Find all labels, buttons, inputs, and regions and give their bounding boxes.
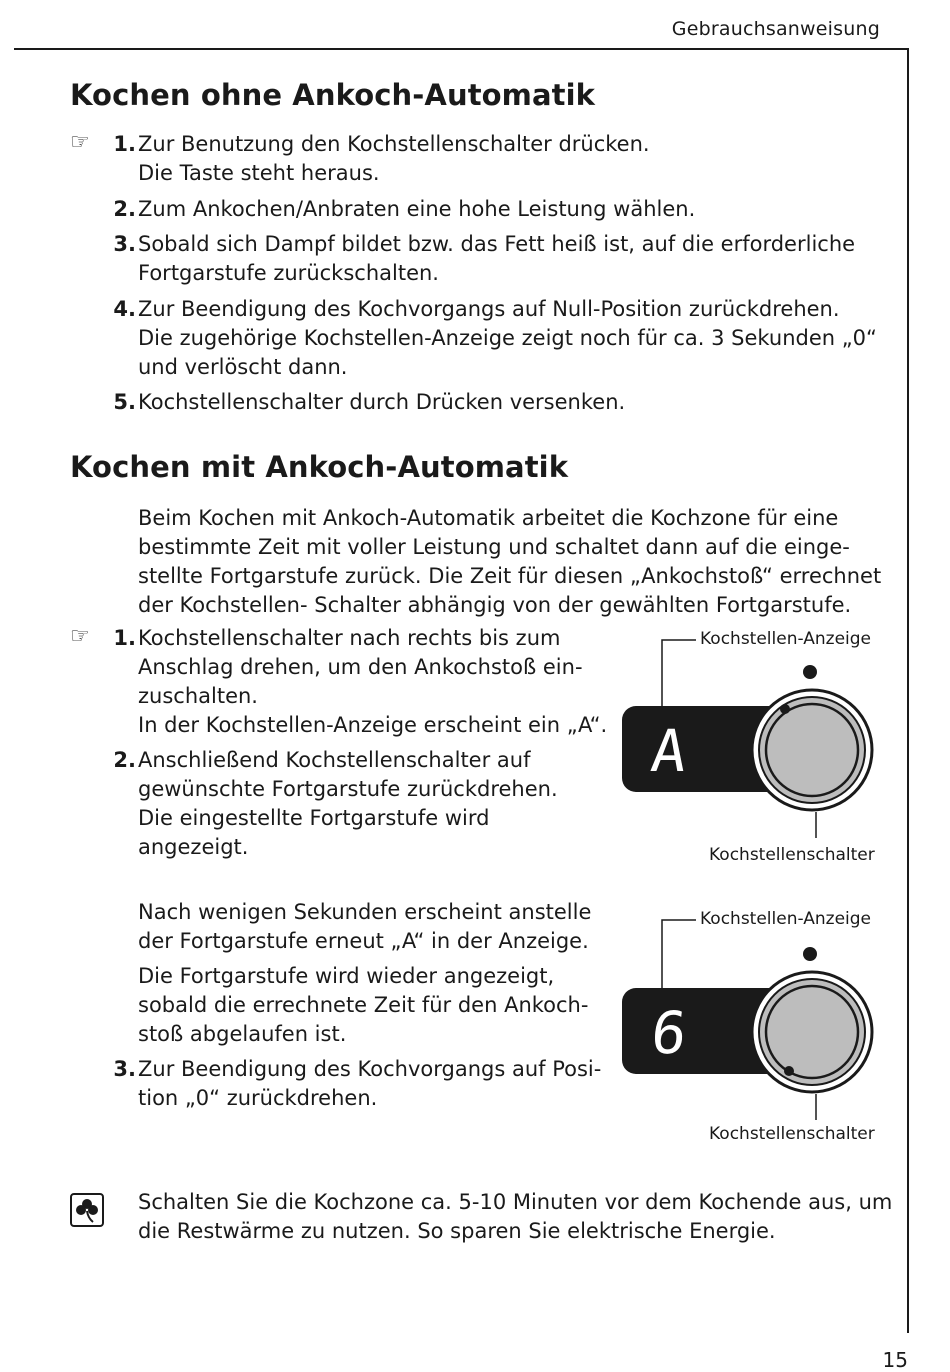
step-line: Zur Beendigung des Kochvorgangs auf Posi- [138, 1057, 602, 1081]
step-number: 2. [113, 748, 136, 772]
step-line: und verlöscht dann. [138, 355, 348, 379]
step-number: 4. [113, 297, 136, 321]
knob-label: Kochstellenschalter [709, 1124, 875, 1144]
paragraph-line: Die Fortgarstufe wird wieder angezeigt, [138, 964, 555, 988]
paragraph-line: bestimmte Zeit mit voller Leistung und schaltet dann auf die einge- [138, 535, 850, 559]
step-line: Kochstellenschalter durch Drücken versenken. [138, 390, 626, 414]
clover-icon [70, 1193, 104, 1227]
display-label: Kochstellen-Anzeige [700, 909, 872, 929]
section-title-with-automatic: Kochen mit Ankoch-Automatik [70, 450, 569, 484]
step-number: 1. [113, 132, 136, 156]
paragraph-level-shown [138, 962, 588, 1049]
paragraph-line: Schalten Sie die Kochzone ca. 5-10 Minuten vor dem Kochende aus, um [138, 1190, 893, 1214]
step-line: Kochstellenschalter nach rechts bis zum [138, 626, 561, 650]
paragraph-a-reappears [138, 898, 591, 956]
step-line: gewünschte Fortgarstufe zurückdrehen. [138, 777, 558, 801]
step-line: Zur Benutzung den Kochstellenschalter drücken. [138, 132, 650, 156]
step-line: Sobald sich Dampf bildet bzw. das Fett heiß ist, auf die erforderliche [138, 232, 856, 256]
step-line: Anschlag drehen, um den Ankochstoß ein- [138, 655, 583, 679]
step-line: angezeigt. [138, 835, 249, 859]
control-diagram-a [620, 628, 890, 868]
paragraph-line: sobald die errechnete Zeit für den Ankoch- [138, 993, 589, 1017]
step-number: 3. [113, 232, 136, 256]
section-title-without-automatic: Kochen ohne Ankoch-Automatik [70, 78, 596, 112]
paragraph-line: die Restwärme zu nutzen. So sparen Sie elektrische Energie. [138, 1219, 776, 1243]
paragraph-line: der Fortgarstufe erneut „A“ in der Anzeige. [138, 929, 589, 953]
display-digit: A [647, 717, 691, 785]
header-rule [14, 48, 908, 50]
step-line: Fortgarstufe zurückschalten. [138, 261, 439, 285]
margin-rule [907, 48, 909, 1333]
paragraph-line: der Kochstellen- Schalter abhängig von der gewählten Fortgarstufe. [138, 593, 852, 617]
step-line: tion „0“ zurückdrehen. [138, 1086, 378, 1110]
step-line: Zum Ankochen/Anbraten eine hohe Leistung wählen. [138, 197, 696, 221]
paragraph-line: Beim Kochen mit Ankoch-Automatik arbeitet die Kochzone für eine [138, 506, 839, 530]
page-number: 15 [882, 1348, 908, 1372]
pointing-hand-icon: ☞ [70, 130, 90, 155]
intro-paragraph [138, 504, 881, 620]
step-line: Anschließend Kochstellenschalter auf [138, 748, 531, 772]
step-line: In der Kochstellen-Anzeige erscheint ein „A“. [138, 713, 608, 737]
paragraph-line: stoß abgelaufen ist. [138, 1022, 347, 1046]
pointing-hand-icon: ☞ [70, 624, 90, 649]
step-line: Zur Beendigung des Kochvorgangs auf Null-Position zurückdrehen. [138, 297, 840, 321]
paragraph-line: Nach wenigen Sekunden erscheint anstelle [138, 900, 592, 924]
paragraph-line: stellte Fortgarstufe zurück. Die Zeit für diesen „Ankochstoß“ errechnet [138, 564, 882, 588]
control-diagram-6 [620, 908, 890, 1148]
step-line: Die eingestellte Fortgarstufe wird [138, 806, 490, 830]
running-head: Gebrauchsanweisung [671, 18, 880, 40]
step-line: zuschalten. [138, 684, 258, 708]
knob-label: Kochstellenschalter [709, 845, 875, 865]
display-label: Kochstellen-Anzeige [700, 629, 872, 649]
step-line: Die Taste steht heraus. [138, 161, 380, 185]
step-number: 1. [113, 626, 136, 650]
step-number: 5. [113, 390, 136, 414]
display-digit: 6 [647, 999, 691, 1067]
step-number: 2. [113, 197, 136, 221]
step-number: 3. [113, 1057, 136, 1081]
step-line: Die zugehörige Kochstellen-Anzeige zeigt noch für ca. 3 Sekunden „0“ [138, 326, 877, 350]
energy-tip [138, 1188, 892, 1246]
